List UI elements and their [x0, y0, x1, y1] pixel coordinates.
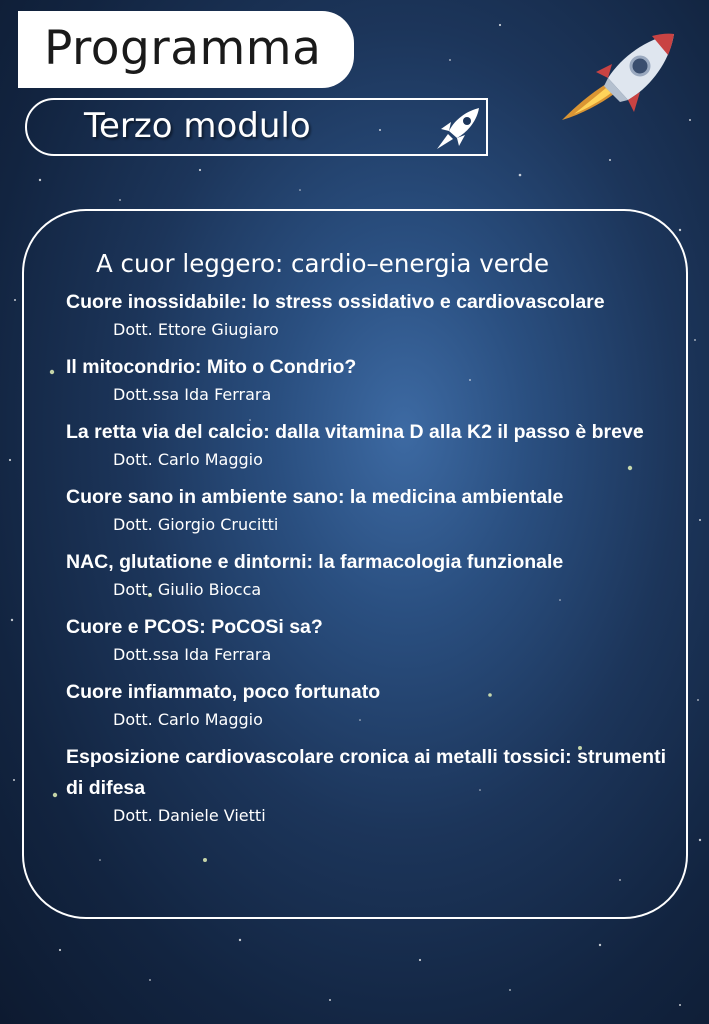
talk-item — [66, 482, 666, 537]
talk-speaker: Dott. Giorgio Crucitti — [113, 515, 279, 534]
talk-title: La retta via del calcio: dalla vitamina D alla K2 il passo è breve — [66, 421, 644, 443]
section-title: A cuor leggero: cardio–energia verde — [96, 249, 550, 278]
module-banner — [25, 98, 488, 156]
talk-item — [66, 417, 666, 472]
talk-item — [66, 677, 666, 732]
rocket-outline-icon — [429, 105, 481, 151]
talk-speaker: Dott.ssa Ida Ferrara — [113, 645, 272, 664]
talk-title: Esposizione cardiovascolare cronica ai metalli tossici: strumenti di difesa — [66, 746, 666, 799]
talk-title: NAC, glutatione e dintorni: la farmacologia funzionale — [66, 551, 564, 573]
title-banner — [18, 11, 354, 88]
program-panel — [22, 209, 688, 919]
talk-item — [66, 352, 666, 407]
talk-speaker: Dott. Carlo Maggio — [113, 450, 263, 469]
talk-title: Cuore infiammato, poco fortunato — [66, 681, 381, 703]
talk-title: Il mitocondrio: Mito o Condrio? — [66, 356, 357, 378]
talk-speaker: Dott. Giulio Biocca — [113, 580, 262, 599]
talk-title: Cuore e PCOS: PoCOSi sa? — [66, 616, 323, 638]
talk-speaker: Dott. Daniele Vietti — [113, 806, 266, 825]
module-title: Terzo modulo — [84, 106, 311, 146]
talk-speaker: Dott.ssa Ida Ferrara — [113, 385, 272, 404]
talk-item — [66, 742, 666, 828]
talk-list — [66, 287, 666, 838]
talk-title: Cuore sano in ambiente sano: la medicina ambientale — [66, 486, 564, 508]
talk-speaker: Dott. Carlo Maggio — [113, 710, 263, 729]
talk-speaker: Dott. Ettore Giugiaro — [113, 320, 279, 339]
talk-item — [66, 287, 666, 342]
talk-title: Cuore inossidabile: lo stress ossidativo e cardiovascolare — [66, 291, 605, 313]
rocket-icon — [556, 28, 678, 122]
talk-item — [66, 547, 666, 602]
page-title: Programma — [44, 21, 322, 76]
talk-item — [66, 612, 666, 667]
